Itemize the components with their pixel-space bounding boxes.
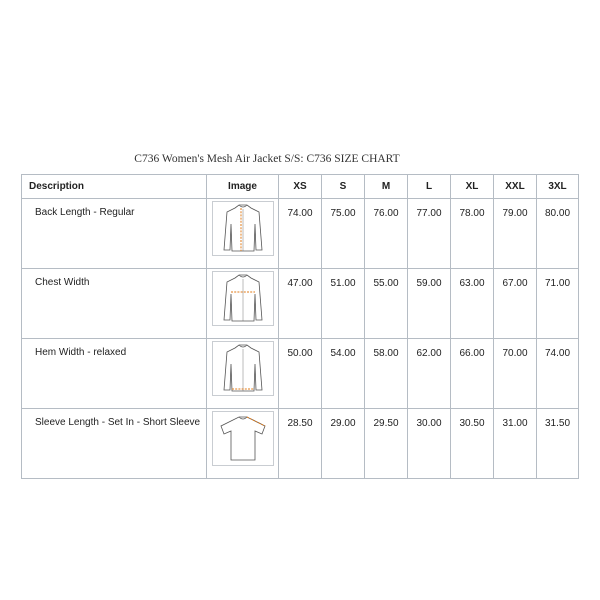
header-m: M xyxy=(365,175,408,199)
value-xl: 66.00 xyxy=(451,339,494,409)
table-row xyxy=(22,339,579,409)
hem-width-diagram-icon xyxy=(212,341,274,396)
value-s: 51.00 xyxy=(322,269,365,339)
value-m: 76.00 xyxy=(365,199,408,269)
table-header-row xyxy=(22,175,579,199)
size-chart-table xyxy=(21,174,579,479)
header-s: S xyxy=(322,175,365,199)
size-chart-title: C736 Women's Mesh Air Jacket S/S: C736 SIZE CHART xyxy=(134,153,400,165)
value-l: 62.00 xyxy=(408,339,451,409)
sleeve-length-diagram-icon xyxy=(212,411,274,466)
value-xxl: 67.00 xyxy=(494,269,537,339)
value-s: 54.00 xyxy=(322,339,365,409)
value-xxl: 79.00 xyxy=(494,199,537,269)
value-s: 75.00 xyxy=(322,199,365,269)
header-xxl: XXL xyxy=(494,175,537,199)
table-row xyxy=(22,269,579,339)
table-row xyxy=(22,409,579,479)
value-xs: 74.00 xyxy=(279,199,322,269)
value-m: 29.50 xyxy=(365,409,408,479)
header-3xl: 3XL xyxy=(537,175,579,199)
row-description: Sleeve Length - Set In - Short Sleeve xyxy=(22,409,207,479)
chest-width-diagram-icon xyxy=(212,271,274,326)
value-s: 29.00 xyxy=(322,409,365,479)
value-3xl: 80.00 xyxy=(537,199,579,269)
table-row xyxy=(22,199,579,269)
value-3xl: 71.00 xyxy=(537,269,579,339)
value-m: 58.00 xyxy=(365,339,408,409)
value-xxl: 70.00 xyxy=(494,339,537,409)
header-xl: XL xyxy=(451,175,494,199)
header-description: Description xyxy=(22,175,207,199)
value-l: 30.00 xyxy=(408,409,451,479)
value-m: 55.00 xyxy=(365,269,408,339)
value-l: 77.00 xyxy=(408,199,451,269)
value-l: 59.00 xyxy=(408,269,451,339)
value-3xl: 31.50 xyxy=(537,409,579,479)
row-description: Chest Width xyxy=(22,269,207,339)
header-l: L xyxy=(408,175,451,199)
row-description: Hem Width - relaxed xyxy=(22,339,207,409)
header-xs: XS xyxy=(279,175,322,199)
value-xl: 78.00 xyxy=(451,199,494,269)
value-xs: 50.00 xyxy=(279,339,322,409)
header-image: Image xyxy=(207,175,279,199)
value-xl: 63.00 xyxy=(451,269,494,339)
value-xl: 30.50 xyxy=(451,409,494,479)
row-description: Back Length - Regular xyxy=(22,199,207,269)
back-length-diagram-icon xyxy=(212,201,274,256)
value-xs: 28.50 xyxy=(279,409,322,479)
value-xs: 47.00 xyxy=(279,269,322,339)
value-xxl: 31.00 xyxy=(494,409,537,479)
value-3xl: 74.00 xyxy=(537,339,579,409)
